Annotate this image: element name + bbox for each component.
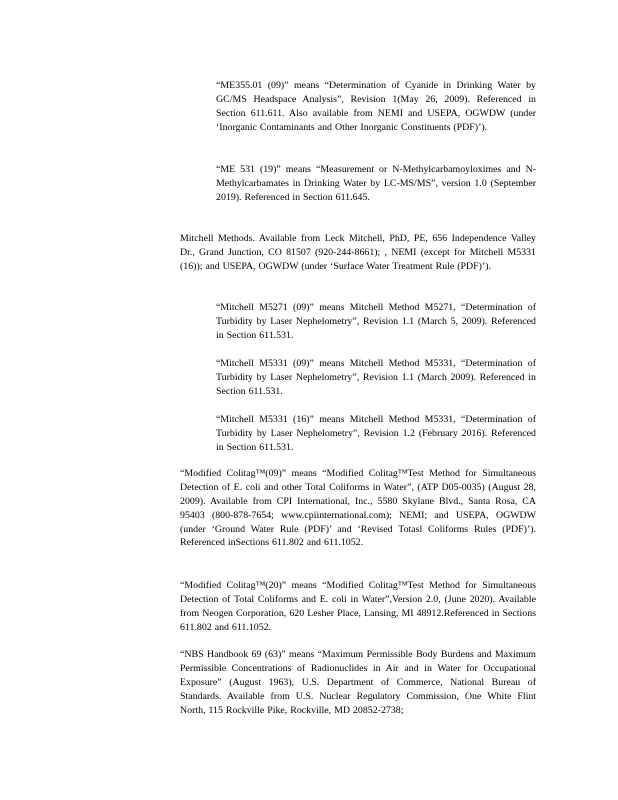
definition-nbs-handbook-69: “NBS Handbook 69 (63)” means “Maximum Permissible Body Burdens and Maximum Permissible Concentrations of Radionuclides in Air and in Water for Occupational Exposure” (August 1963), U.S. Department of Commerce, National Bureau of Standards. Available from U.S. Nuclear Regulatory Commission, One White Flint North, 115 Rockville Pike, Rockville, MD 20852-2738; (180, 648, 536, 716)
definition-me-531: “ME 531 (19)” means “Measurement or N-Methylcarbamoyloximes and N-Methylcarbamates in Drinking Water by LC-MS/MS”, version 1.0 (September 2019). Referenced in Section 611.645. (216, 163, 536, 203)
definition-modified-colitag-09: “Modified Colitag™(09)” means “Modified Colitag™Test Method for Simultaneous Detection of E. coli and other Total Coliforms in Water”, (ATP D05-0035) (August 28, 2009). Available from CPI International, Inc., 5580 Skylane Blvd., Santa Rosa, CA 95403 (800-878-7654; www.cpiinternational.com); NEMI; and USEPA, OGWDW (under ‘Ground Water Rule (PDF)’ and ‘Revised Totasl Coliforms Rules (PDF)’). Referenced inSections 611.802 and 611.1052. (180, 467, 536, 549)
definition-mitchell-m5271-09: “Mitchell M5271 (09)” means Mitchell Method M5271, “Determination of Turbidity by Laser Nephelometry”, Revision 1.1 (March 5, 2009). Referenced in Section 611.531. (216, 301, 536, 341)
mitchell-methods-heading: Mitchell Methods. Available from Leck Mitchell, PhD, PE, 656 Independence Valley Dr., Grand Junction, CO 81507 (920-244-8661); , NEMI (except for Mitchell M5331 (16)); and USEPA, OGWDW (under ‘Surface Water Treatment Rule (PDF)’). (180, 232, 536, 272)
definition-me355-01: “ME355.01 (09)” means “Determination of Cyanide in Drinking Water by GC/MS Headspace Analysis”, Revision 1(May 26, 2009). Referenced in Section 611.611. Also available from NEMI and USEPA, OGWDW (under ‘Inorganic Contaminants and Other Inorganic Constituents (PDF)’). (216, 79, 536, 133)
definition-mitchell-m5331-09: “Mitchell M5331 (09)” means Mitchell Method M5331, “Determination of Turbidity by Laser Nephelometry”, Revision 1.1 (March 2009). Referenced in Section 611.531. (216, 357, 536, 397)
definition-mitchell-m5331-16: “Mitchell M5331 (16)” means Mitchell Method M5331, “Determination of Turbidity by Laser Nephelometry”, Revision 1.2 (February 2016). Referenced in Section 611.531. (216, 413, 536, 453)
definition-modified-colitag-20: “Modified Colitag™(20)” means “Modified Colitag™Test Method for Simultaneous Detection of Total Coliforms and E. coli in Water”,Version 2.0, (June 2020). Available from Neogen Corporation, 620 Lesher Place, Lansing, MI 48912.Referenced in Sections 611.802 and 611.1052. (180, 579, 536, 633)
